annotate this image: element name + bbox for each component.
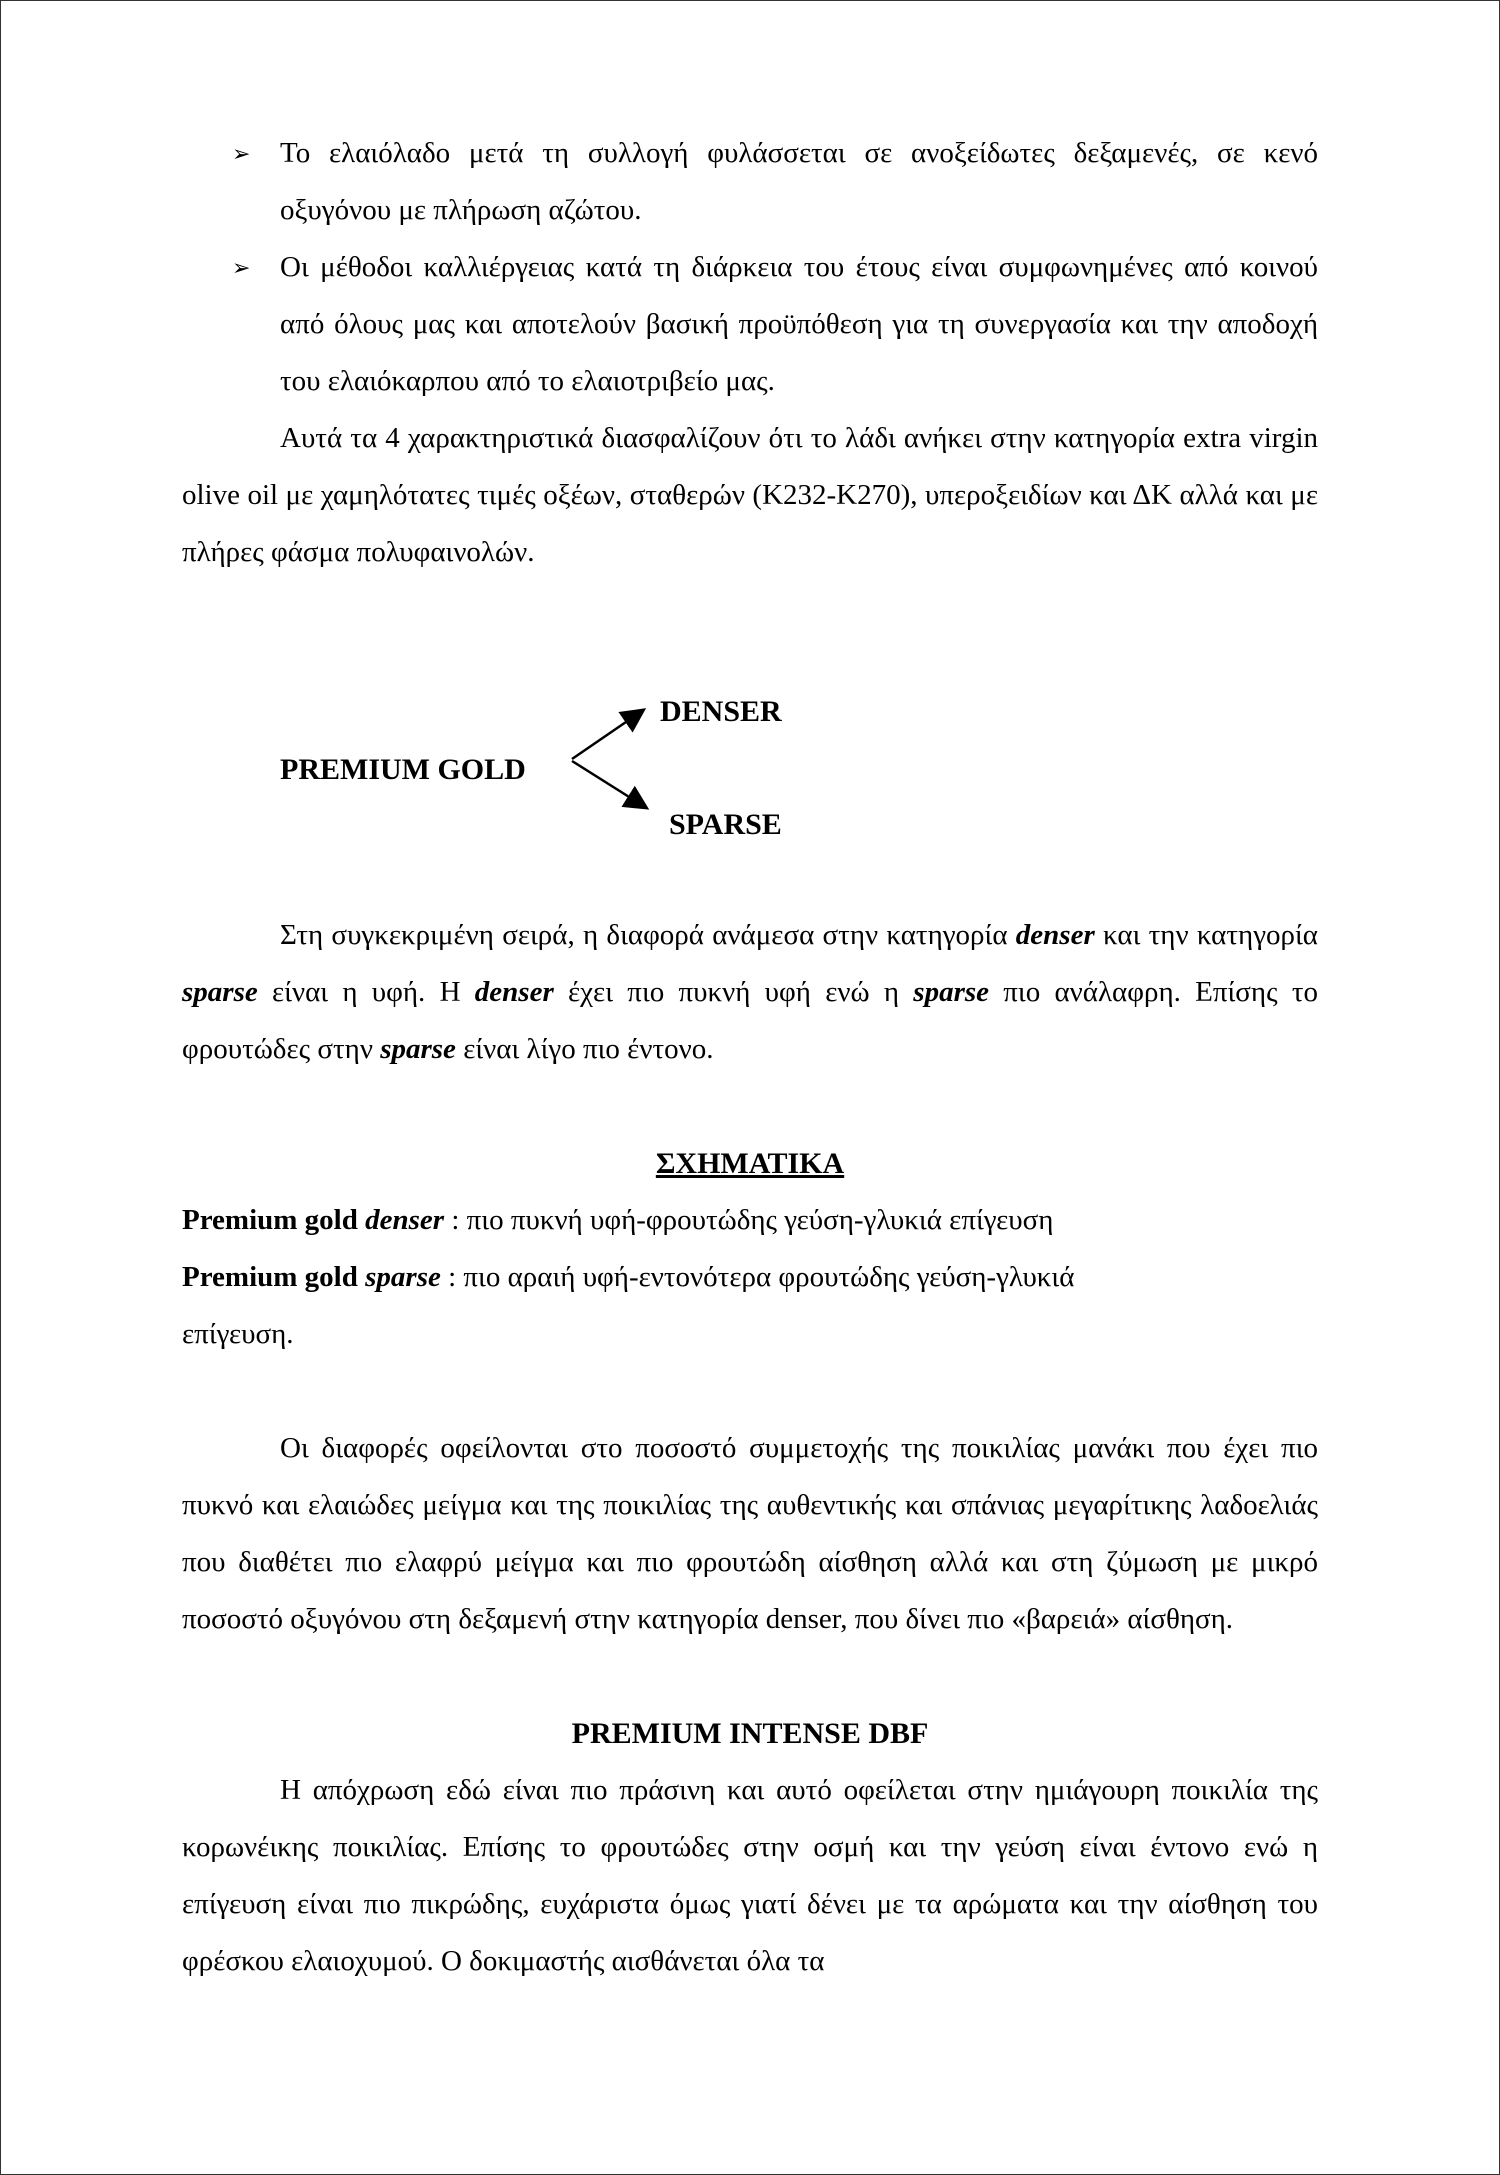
diagram-source-label: PREMIUM GOLD	[280, 753, 526, 786]
diagram-branch-sparse: SPARSE	[669, 808, 782, 841]
diagram-branch-denser: DENSER	[660, 695, 782, 728]
document-body	[182, 125, 1318, 1990]
diagram-arrows	[567, 699, 657, 819]
arrow-bullet-icon: ➢	[232, 141, 251, 166]
bullet-item-cultivation	[182, 239, 1318, 410]
schematic-line-denser: Premium gold denser : πιο πυκνή υφή-φρουτώδης γεύση-γλυκιά επίγευση	[182, 1204, 1054, 1236]
intense-heading: PREMIUM INTENSE DBF	[571, 1717, 929, 1750]
paragraph-differences: Στη συγκεκριμένη σειρά, η διαφορά ανάμεσα στην κατηγορία denser και την κατηγορία sparse είναι η υφή. Η denser έχει πιο πυκνή υφή ενώ η sparse πιο ανάλαφρη. Επίσης το φρουτώδες στην sparse είναι λίγο πιο έντονο.	[182, 919, 1318, 1065]
bullet-text: Το ελαιόλαδο μετά τη συλλογή φυλάσσεται σε ανοξείδωτες δεξαμενές, σε κενό οξυγόνου με πλήρωση αζώτου.	[280, 137, 1318, 226]
arrow-up-icon	[572, 711, 642, 759]
schematic-heading: ΣΧΗΜΑΤΙΚΑ	[655, 1147, 845, 1180]
arrow-bullet-icon: ➢	[232, 255, 251, 280]
premium-gold-diagram	[182, 659, 1318, 887]
paragraph-features: Αυτά τα 4 χαρακτηριστικά διασφαλίζουν ότι το λάδι ανήκει στην κατηγορία extra virgin olive oil με χαμηλότατες τιμές οξέων, σταθερών (Κ232-Κ270), υπεροξειδίων και ΔΚ αλλά και με πλήρες φάσμα πολυφαινολών.	[182, 422, 1318, 568]
arrow-down-icon	[572, 761, 645, 807]
paragraph-intense: Η απόχρωση εδώ είναι πιο πράσινη και αυτό οφείλεται στην ημιάγουρη ποικιλία της κορωνέικης ποικιλίας. Επίσης το φρουτώδες στην οσμή και την γεύση είναι έντονο ενώ η επίγευση είναι πιο πικρώδης, ευχάριστα όμως γιατί δένει με τα αρώματα και την αίσθηση του φρέσκου ελαιοχυμού. Ο δοκιμαστής αισθάνεται όλα τα	[182, 1774, 1318, 1977]
bullet-text: Οι μέθοδοι καλλιέργειας κατά τη διάρκεια του έτους είναι συμφωνημένες από κοινού από όλους μας και αποτελούν βασική προϋπόθεση για τη συνεργασία και την αποδοχή του ελαιόκαρπου από το ελαιοτριβείο μας.	[280, 251, 1318, 397]
paragraph-varieties: Οι διαφορές οφείλονται στο ποσοστό συμμετοχής της ποικιλίας μανάκι που έχει πιο πυκνό και ελαιώδες μείγμα και της ποικιλίας της αυθεντικής και σπάνιας μεγαρίτικης λαδοελιάς που διαθέτει πιο ελαφρύ μείγμα και πιο φρουτώδη αίσθηση αλλά και στη ζύμωση με μικρό ποσοστό οξυγόνου στη δεξαμενή στην κατηγορία denser, που δίνει πιο «βαρειά» αίσθηση.	[182, 1432, 1318, 1635]
bullet-item-storage	[182, 125, 1318, 239]
schematic-line-sparse-continuation: επίγευση.	[182, 1318, 294, 1350]
schematic-line-sparse: Premium gold sparse : πιο αραιή υφή-εντονότερα φρουτώδης γεύση-γλυκιά	[182, 1261, 1075, 1293]
